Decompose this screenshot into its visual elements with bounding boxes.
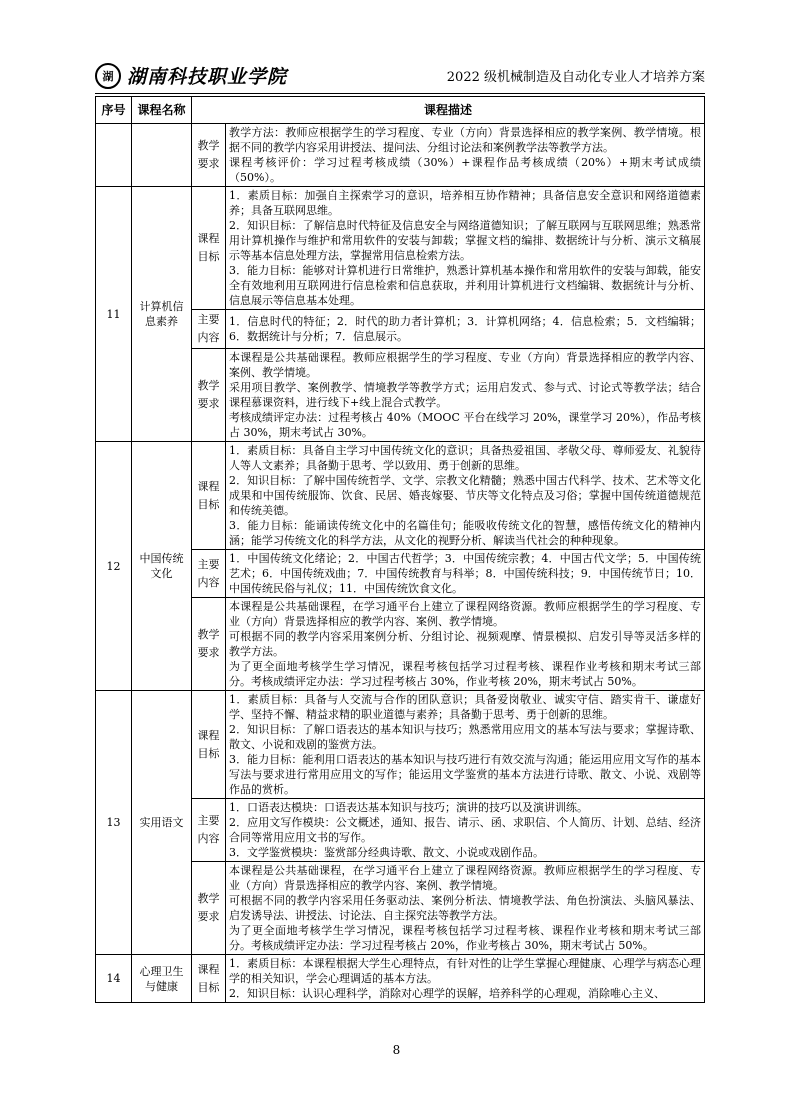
column-header-desc: 课程描述 bbox=[192, 97, 705, 124]
section-description bbox=[226, 442, 705, 550]
section-description bbox=[226, 691, 705, 799]
section-description bbox=[226, 550, 705, 598]
document-title: 2022 级机械制造及自动化专业人才培养方案 bbox=[446, 70, 705, 85]
section-description bbox=[226, 187, 705, 310]
description-line: 3．能力目标：能够对计算机进行日常维护，熟悉计算机基本操作和常用软件的安装与卸载，能安全有效地利用互联网进行信息检索和信息获取，并利用计算机进行文档编辑、数据统计与分析、信息展示等信息基本处理。 bbox=[229, 264, 701, 307]
description-line: 3．文学鉴赏模块：鉴赏部分经典诗歌、散文、小说或戏剧作品。 bbox=[229, 846, 544, 859]
page-header bbox=[95, 62, 705, 96]
section-label: 课程目标 bbox=[192, 187, 226, 310]
page-number: 8 bbox=[392, 1043, 401, 1057]
section-label: 课程目标 bbox=[192, 691, 226, 799]
description-line: 课程考核评价：学习过程考核成绩（30%）+课程作品考核成绩（20%）+期末考试成绩（50%）。 bbox=[229, 156, 701, 184]
description-line: 3．能力目标：能诵读传统文化中的名篇佳句；能吸收传统文化的智慧，感悟传统文化的精神内涵；能学习传统文化的科学方法，从文化的视野分析、解读当代社会的种种现象。 bbox=[229, 519, 701, 547]
section-description bbox=[226, 862, 705, 955]
description-line: 2．知识目标：了解口语表达的基本知识与技巧；熟悉常用应用文的基本写法与要求；掌握诗歌、散文、小说和戏剧的鉴赏方法。 bbox=[229, 723, 701, 751]
table-header-row bbox=[96, 97, 705, 124]
description-line: 2．知识目标：了解中国传统哲学、文学、宗教文化精髓；熟悉中国古代科学、技术、艺术等文化成果和中国传统服饰、饮食、民居、婚丧嫁娶、节庆等文化特点及习俗；掌握中国传统道德规范和传统美德。 bbox=[229, 474, 701, 517]
section-label: 课程目标 bbox=[192, 442, 226, 550]
description-line: 2．应用文写作模块：公文概述，通知、报告、请示、函、求职信、个人简历、计划、总结、经济合同等常用应用文书的写作。 bbox=[229, 816, 701, 844]
description-line: 考核成绩评定办法：过程考核占 40%（MOOC 平台在线学习 20%，课堂学习 20%），作品考核占 30%，期末考试占 30%。 bbox=[229, 411, 701, 439]
section-description bbox=[226, 310, 705, 349]
section-label: 教学要求 bbox=[192, 862, 226, 955]
course-name: 实用语文 bbox=[132, 691, 192, 955]
section-label: 主要内容 bbox=[192, 799, 226, 862]
section-label: 课程目标 bbox=[192, 955, 226, 1003]
course-name-cell bbox=[132, 124, 192, 187]
description-line: 1．中国传统文化绪论；2．中国古代哲学；3．中国传统宗教；4．中国古代文学；5．中国传统艺术；6．中国传统戏曲；7．中国传统教育与科举；8．中国传统科技；9．中国传统节日；10．中国传统民俗与礼仪；11．中国传统饮食文化。 bbox=[229, 552, 701, 595]
section-description bbox=[226, 799, 705, 862]
description-line: 1．素质目标：具备自主学习中国传统文化的意识；具备热爱祖国、孝敬父母、尊师爱友、礼貌待人等人文素养；具备勤于思考、学以致用、勇于创新的思维。 bbox=[229, 444, 701, 472]
section-label: 主要内容 bbox=[192, 310, 226, 349]
section-label: 教学要求 bbox=[192, 124, 226, 187]
table-body bbox=[96, 124, 705, 1003]
description-line: 1．素质目标：加强自主探索学习的意识，培养相互协作精神；具备信息安全意识和网络道德素养；具备互联网思维。 bbox=[229, 189, 701, 217]
course-name: 中国传统文化 bbox=[132, 442, 192, 691]
table-row bbox=[96, 187, 705, 310]
table-row bbox=[96, 124, 705, 187]
course-name: 计算机信息素养 bbox=[132, 187, 192, 442]
course-number: 11 bbox=[96, 187, 132, 442]
description-line: 1．信息时代的特征；2．时代的助力者计算机；3．计算机网络；4．信息检索；5．文档编辑；6．数据统计与分析；7．信息展示。 bbox=[229, 315, 701, 343]
description-line: 本课程是公共基础课程，在学习通平台上建立了课程网络资源。教师应根据学生的学习程度、专业（方向）背景选择相应的教学内容、案例、教学情境。 bbox=[229, 864, 701, 892]
description-line: 本课程是公共基础课程。教师应根据学生的学习程度、专业（方向）背景选择相应的教学内容、案例、教学情境。 bbox=[229, 351, 701, 379]
description-line: 1．素质目标：具备与人交流与合作的团队意识；具备爱岗敬业、诚实守信、踏实肯干、谦虚好学、坚持不懈、精益求精的职业道德与素养；具备勤于思考、勇于创新的思维。 bbox=[229, 693, 701, 721]
school-seal-icon: 湖 bbox=[95, 63, 121, 89]
table-row bbox=[96, 442, 705, 550]
course-number: 12 bbox=[96, 442, 132, 691]
description-line: 1．口语表达模块：口语表达基本知识与技巧；演讲的技巧以及演讲训练。 bbox=[229, 801, 588, 814]
school-name: 湖南科技职业学院 bbox=[127, 66, 288, 88]
column-header-num: 序号 bbox=[96, 97, 132, 124]
section-description bbox=[226, 349, 705, 442]
description-line: 可根据不同的教学内容采用案例分析、分组讨论、视频观摩、情景模拟、启发引导等灵活多样的教学方法。 bbox=[229, 630, 701, 658]
course-number: 14 bbox=[96, 955, 132, 1003]
course-name: 心理卫生与健康 bbox=[132, 955, 192, 1003]
column-header-name: 课程名称 bbox=[132, 97, 192, 124]
table-row bbox=[96, 691, 705, 799]
section-description bbox=[226, 124, 705, 187]
section-label: 教学要求 bbox=[192, 349, 226, 442]
header-divider bbox=[95, 93, 705, 94]
description-line: 为了更全面地考核学生学习情况，课程考核包括学习过程考核、课程作业考核和期末考试三部分。考核成绩评定办法：学习过程考核占 30%，作业考核 20%，期末考试占 50%。 bbox=[229, 660, 701, 688]
description-line: 1．素质目标：本课程根据大学生心理特点，有针对性的让学生掌握心理健康、心理学与病态心理学的相关知识，学会心理调适的基本方法。 bbox=[229, 957, 701, 985]
description-line: 教学方法：教师应根据学生的学习程度、专业（方向）背景选择相应的教学案例、教学情境。根据不同的教学内容采用讲授法、提问法、分组讨论法和案例教学法等教学方法。 bbox=[229, 126, 701, 154]
section-description bbox=[226, 598, 705, 691]
description-line: 可根据不同的教学内容采用任务驱动法、案例分析法、情境教学法、角色扮演法、头脑风暴法、启发诱导法、讲授法、讨论法、自主探究法等教学方法。 bbox=[229, 894, 701, 922]
course-number: 13 bbox=[96, 691, 132, 955]
description-line: 2．知识目标：了解信息时代特征及信息安全与网络道德知识；了解互联网与互联网思维；熟悉常用计算机操作与维护和常用软件的安装与卸载；掌握文档的编排、数据统计与分析、演示文稿展示等基本信息处理方法，掌握常用信息检索方法。 bbox=[229, 219, 701, 262]
description-line: 3．能力目标：能利用口语表达的基本知识与技巧进行有效交流与沟通；能运用应用文写作的基本写法与要求进行常用应用文的写作；能运用文学鉴赏的基本方法进行诗歌、散文、小说、戏剧等作品的赏析。 bbox=[229, 753, 701, 796]
table-row bbox=[96, 955, 705, 1003]
course-number-cell bbox=[96, 124, 132, 187]
course-table bbox=[95, 96, 705, 1003]
school-logo bbox=[95, 62, 287, 89]
description-line: 为了更全面地考核学生学习情况，课程考核包括学习过程考核、课程作业考核和期末考试三部分。考核成绩评定办法：学习过程考核占 20%，作业考核占 30%，期末考试占 50%。 bbox=[229, 924, 701, 952]
section-label: 教学要求 bbox=[192, 598, 226, 691]
description-line: 采用项目教学、案例教学、情境教学等教学方式；运用启发式、参与式、讨论式等教学法；结合课程慕课资料，进行线下+线上混合式教学。 bbox=[229, 381, 701, 409]
description-line: 本课程是公共基础课程，在学习通平台上建立了课程网络资源。教师应根据学生的学习程度、专业（方向）背景选择相应的教学内容、案例、教学情境。 bbox=[229, 600, 701, 628]
description-line: 2．知识目标：认识心理科学，消除对心理学的误解，培养科学的心理观，消除唯心主义、 bbox=[229, 987, 665, 1000]
section-description bbox=[226, 955, 705, 1003]
section-label: 主要内容 bbox=[192, 550, 226, 598]
